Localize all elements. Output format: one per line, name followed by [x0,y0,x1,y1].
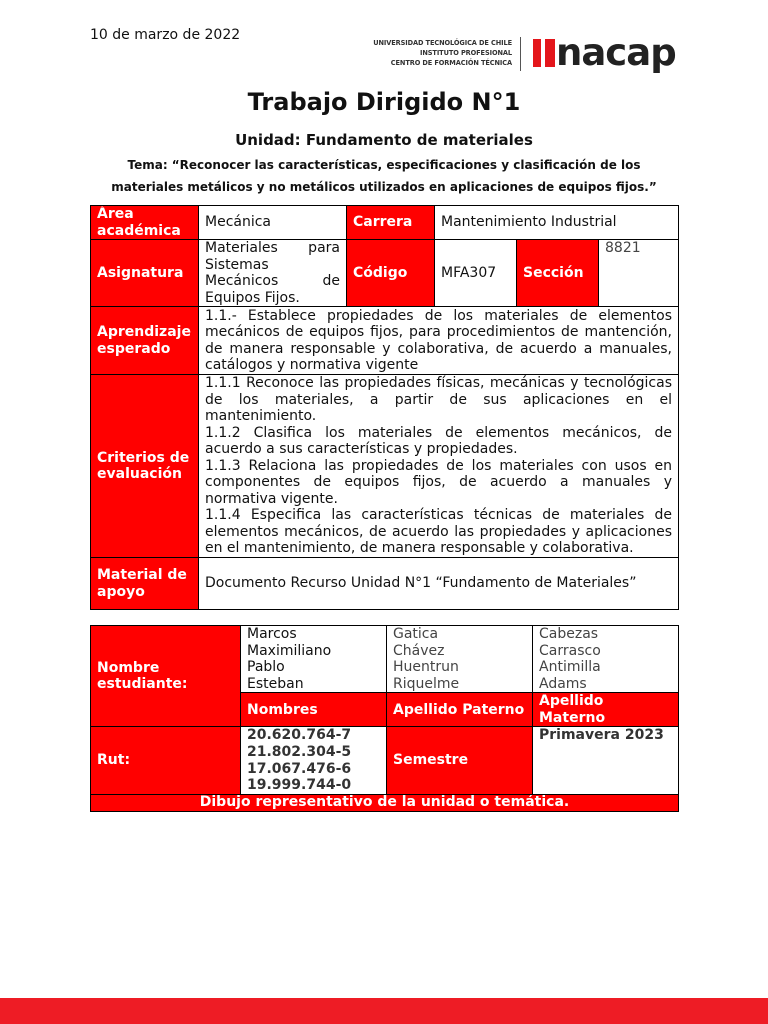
carrera-value: Mantenimiento Industrial [435,206,679,240]
footer-bar [0,998,768,1024]
rut-label: Rut: [91,727,241,794]
criterio-item: 1.1.2 Clasifica los materiales de elementos mecánicos, de acuerdo a sus características y propiedades. [205,424,672,458]
rut-list: 20.620.764-7 21.802.304-5 17.067.476-6 19.999.744-0 [241,727,387,794]
asignatura-value: Materiales para Sistemas Mecánicos de Equipos Fijos. [199,240,347,307]
criterio-item: 1.1.4 Especifica las características técnicas de materiales de elementos mecánicos, de acuerdo las propiedades y aplicaciones en el mantenimiento, de manera responsable y colaborativa. [205,507,672,557]
institution-text: UNIVERSIDAD TECNOLÓGICA DE CHILE INSTITUTO PROFESIONAL CENTRO DE FORMACIÓN TÉCNICA [373,39,512,67]
students-table [90,625,679,812]
criterio-item: 1.1.3 Relaciona las propiedades de los materiales con usos en componentes de equipos fijos, de acuerdo a manuales y normativa vigente. [205,457,672,507]
nombres-list: Marcos Maximiliano Pablo Esteban [241,626,387,693]
seccion-label: Sección [517,240,599,307]
material-value: Documento Recurso Unidad N°1 “Fundamento de Materiales” [199,558,679,610]
criterios-list [199,375,679,558]
area-value: Mecánica [199,206,347,240]
codigo-value: MFA307 [435,240,517,307]
course-info-table [90,205,679,610]
semestre-value: Primavera 2023 [533,727,679,794]
document-date: 10 de marzo de 2022 [90,27,241,43]
logo-divider [520,37,521,71]
nombre-label: Nombre estudiante: [91,626,241,727]
criterios-label: Criterios de evaluación [91,375,199,558]
maternos-list: Cabezas Carrasco Antimilla Adams [533,626,679,693]
col-nombres: Nombres [241,693,387,727]
dibujo-caption: Dibujo representativo de la unidad o temática. [91,794,679,811]
semestre-label: Semestre [387,727,533,794]
criterio-item: 1.1.1 Reconoce las propiedades físicas, mecánicas y tecnológicas de los materiales, a partir de sus aplicaciones en el mantenimiento. [205,375,672,425]
col-paterno: Apellido Paterno [387,693,533,727]
inacap-logo [370,31,676,80]
carrera-label: Carrera [347,206,435,240]
topic-text: Tema: “Reconocer las características, especificaciones y clasificación de los materiales metálicos y no metálicos utilizados en aplicaciones de equipos fijos.” [111,158,657,194]
paternos-list: Gatica Chávez Huentrun Riquelme [387,626,533,693]
asignatura-label: Asignatura [91,240,199,307]
material-label: Material de apoyo [91,558,199,610]
aprendizaje-value: 1.1.- Establece propiedades de los materiales de elementos mecánicos de equipos fijos, para procedimientos de mantención, de manera responsable y colaborativa, de acuerdo a manuales, catálogos y normativa vigente [199,307,679,375]
page-title: Trabajo Dirigido N°1 [247,88,521,116]
unit-heading: Unidad: Fundamento de materiales [235,131,533,149]
logo-word: nacap [556,31,676,74]
inacap-mark-icon [533,39,555,67]
col-materno: Apellido Materno [533,693,679,727]
area-label: Área académica [91,206,199,240]
seccion-value: 8821 [599,240,679,307]
aprendizaje-label: Aprendizaje esperado [91,307,199,375]
codigo-label: Código [347,240,435,307]
